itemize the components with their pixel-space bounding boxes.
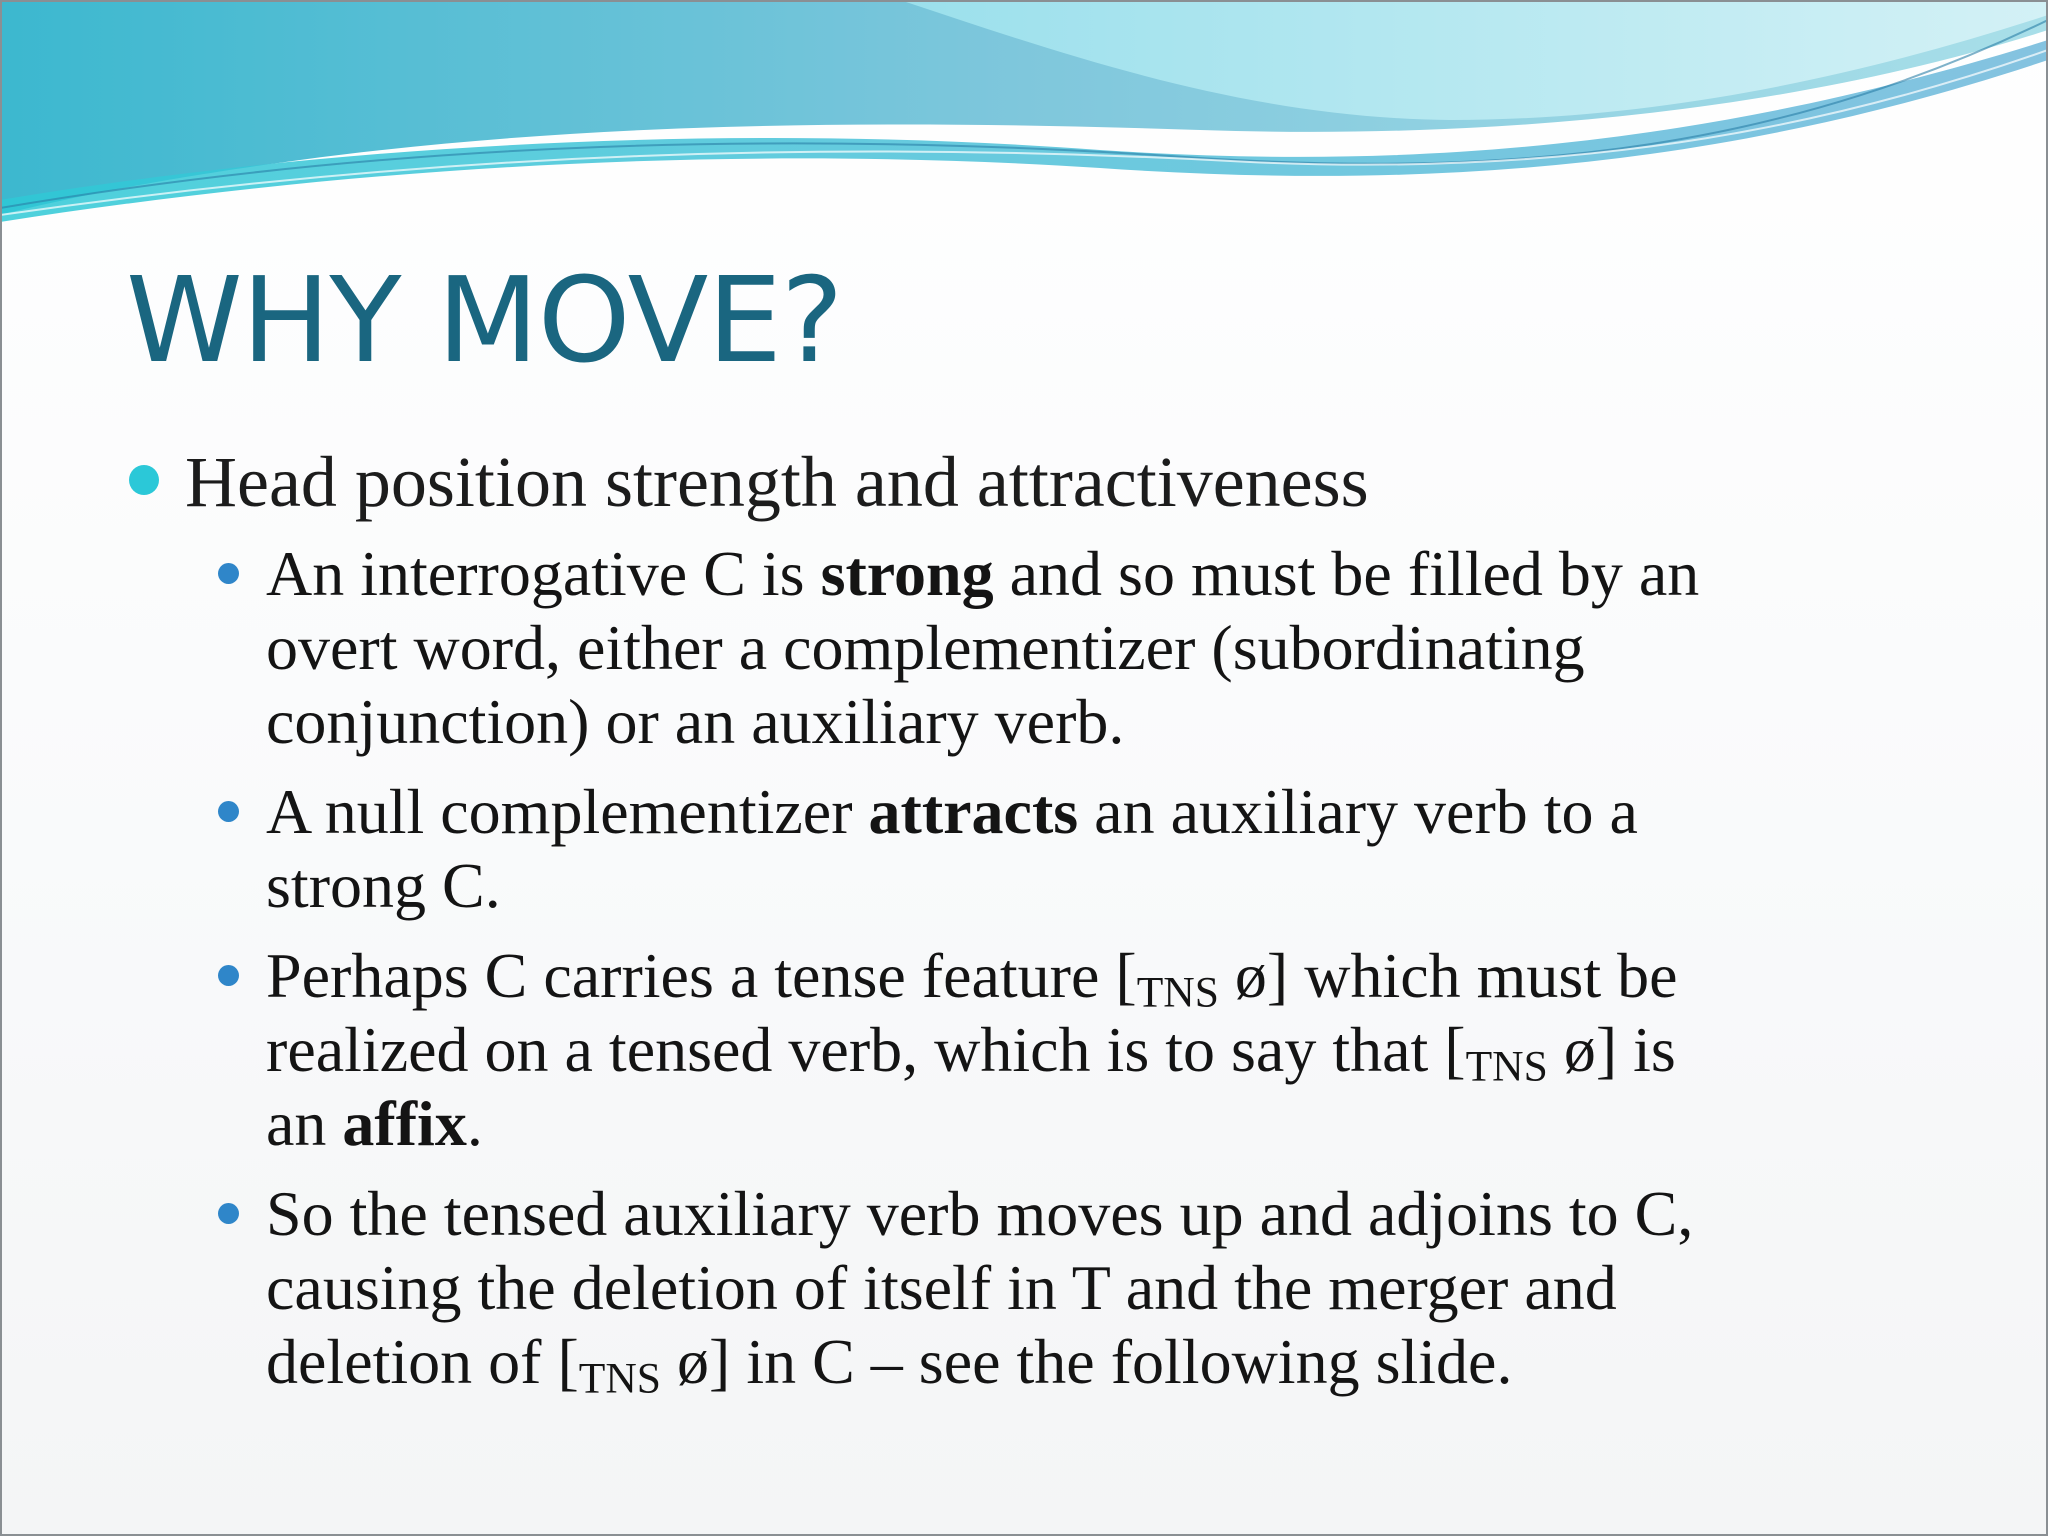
sub-bullet-2-line-2: strong C. [266, 850, 501, 921]
emphasis-strong: strong [820, 538, 994, 609]
subscript-tns: TNS [578, 1354, 661, 1403]
sub-bullet-3-line-3: an affix. [266, 1088, 483, 1159]
sub-bullet-4 [266, 1177, 2006, 1403]
slide-title: WHY MOVE? [126, 251, 843, 389]
subscript-tns: TNS [1136, 968, 1219, 1017]
sub-bullet-1 [266, 537, 2006, 759]
bullet-dot-icon [129, 465, 159, 495]
sub-bullet-1-line-1: An interrogative C is strong and so must be filled by an [266, 538, 1700, 609]
sub-bullet-2-line-1: A null complementizer attracts an auxiliary verb to a [266, 776, 1638, 847]
emphasis-affix: affix [342, 1088, 467, 1159]
sub-bullet-dot-icon [218, 563, 239, 584]
sub-bullet-4-line-3: deletion of [$_{TNS}$ ø] in C – see the following slide. [266, 1326, 1513, 1403]
sub-bullet-dot-icon [218, 1203, 239, 1224]
sub-bullet-4-line-1: So the tensed auxiliary verb moves up and adjoins to C, [266, 1178, 1694, 1249]
emphasis-attracts: attracts [868, 776, 1079, 847]
sub-bullet-1-line-3: conjunction) or an auxiliary verb. [266, 686, 1125, 757]
sub-bullet-3 [266, 939, 2006, 1161]
sub-bullet-2 [266, 775, 2006, 923]
sub-bullet-1-line-2: overt word, either a complementizer (subordinating [266, 612, 1585, 683]
sub-bullet-3-line-2: realized on a tensed verb, which is to say that [$_{TNS}$ ø] is [266, 1014, 1676, 1091]
subscript-tns: TNS [1465, 1042, 1548, 1091]
sub-bullet-dot-icon [218, 965, 239, 986]
bullet-level1-text: Head position strength and attractiveness [185, 442, 1369, 522]
sub-bullet-3-line-1: Perhaps C carries a tense feature [$_{TNS}$ ø] which must be [266, 940, 1678, 1017]
wave-header-decoration [0, 0, 2048, 240]
sub-bullet-dot-icon [218, 801, 239, 822]
sub-bullet-4-line-2: causing the deletion of itself in T and the merger and [266, 1252, 1617, 1323]
